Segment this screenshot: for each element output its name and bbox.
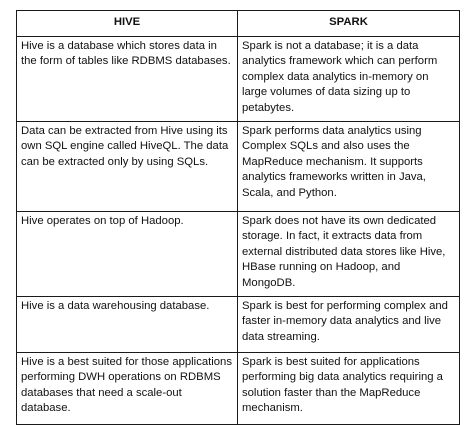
hive-cell: Data can be extracted from Hive using its own SQL engine called HiveQL. The data can be extracted only by using SQLs. xyxy=(17,122,238,212)
spark-cell: Spark is not a database; it is a data analytics framework which can perform complex data analytics in-memory on large volumes of data sizing up to petabytes. xyxy=(238,37,460,122)
table-row xyxy=(17,212,460,297)
table-row xyxy=(17,122,460,212)
hive-cell: Hive operates on top of Hadoop. xyxy=(17,212,238,297)
spark-cell: Spark is best suited for applications performing big data analytics requiring a solution faster than the MapReduce mechanism. xyxy=(238,353,460,425)
table-row xyxy=(17,297,460,353)
hive-cell: Hive is a best suited for those applications performing DWH operations on RDBMS databases that need a scale-out database. xyxy=(17,353,238,425)
hive-vs-spark-table xyxy=(16,10,460,425)
spark-cell: Spark is best for performing complex and faster in-memory data analytics and live data streaming. xyxy=(238,297,460,353)
hive-cell: Hive is a database which stores data in the form of tables like RDBMS databases. xyxy=(17,37,238,122)
column-header-spark: SPARK xyxy=(238,11,460,37)
comparison-table-container xyxy=(16,10,459,425)
spark-cell: Spark does not have its own dedicated storage. In fact, it extracts data from external distributed data stores like Hive, HBase running on Hadoop, and MongoDB. xyxy=(238,212,460,297)
spark-cell: Spark performs data analytics using Complex SQLs and also uses the MapReduce mechanism. It supports analytics frameworks written in Java, Scala, and Python. xyxy=(238,122,460,212)
table-header-row xyxy=(17,11,460,37)
table-row xyxy=(17,37,460,122)
hive-cell: Hive is a data warehousing database. xyxy=(17,297,238,353)
table-row xyxy=(17,353,460,425)
column-header-hive: HIVE xyxy=(17,11,238,37)
